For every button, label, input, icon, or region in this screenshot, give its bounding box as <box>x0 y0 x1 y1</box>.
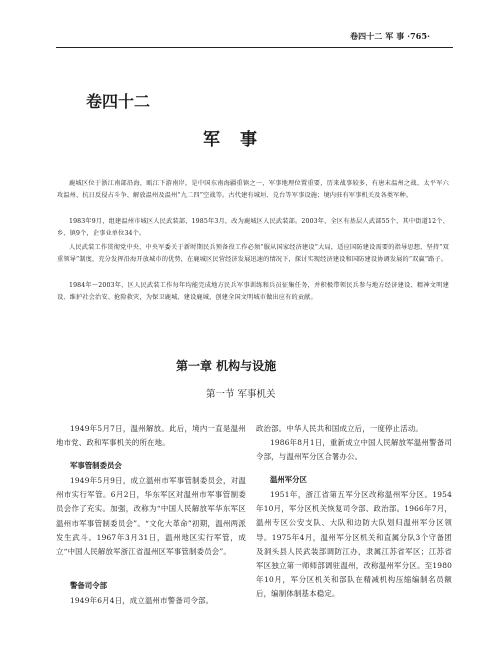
subhead-military-control-committee: 军事管制委员会 <box>70 461 122 470</box>
header-rule <box>56 47 453 48</box>
subhead-military-subdistrict: 温州军分区 <box>270 475 307 484</box>
intro-paragraph-1: 鹿城区位于浙江南部沿海，瓯江下游南岸，是中国东南海疆重镇之一，军事地理位置重要，历来战事较多，有唐末温州之战、太平军六攻温州、抗日反侵占斗争、解放温州及温州“九二四”空战等。古代建有城垣、兑台等军事设施；境内驻有军事机关及各类军种。 <box>57 180 449 199</box>
main-title: 军事 <box>203 130 277 150</box>
right-paragraph-political-dept: 政治部。中华人民共和国成立后，一度停止活动。 <box>256 424 423 433</box>
section-title: 第一节 军事机关 <box>206 389 276 400</box>
intro-paragraph-2: 1983年9月，组建温州市城区人民武装部，1985年3月，改为鹿城区人民武装部。2003年，全区有基层人武部55个，其中街道12个、乡、镇9个，企事业单位34个。 <box>57 218 449 237</box>
left-paragraph-military-control: 1949年5月9日，成立温州市军事管制委员会，对温州市实行军管。6月2日，华东军区对温州市军事管制委员会作了充实。加强，改称为“中国人民解放军华东军区温州市军事管制委员会”。“文化大革命”初期，温州两派发生武斗。1967年3月31日，温州地区实行军管，成立“中国人民解放军浙江省温州区军事管制委员会”。 <box>56 476 246 557</box>
subhead-garrison-command: 警备司令部 <box>70 581 107 590</box>
intro-paragraph-3: 人民武装工作贯彻党中央、中央军委关于新时期民兵预备役工作必须“服从国家经济建设”大局，适应国防建设需要的指导思想，坚持“双重领导”制度，充分发挥沿海开放城市的优势，在鹿城区民营经济发展迅速的情况下，探讨实现经济建设和国防建设协调发展的“双赢”路子。 <box>57 244 449 263</box>
intro-paragraph-4: 1984年～2003年，区人民武装工作每年均能完成地方民兵军事训练和兵员征集任务，并积极带领民兵参与地方经济建设、精神文明建设、维护社会治安、抢险救灾，为保卫鹿城、建设鹿城，创建全国文明城市做出应有的贡献。 <box>57 282 449 301</box>
right-paragraph-garrison-reestablished: 1986年8月1日，重新成立中国人民解放军温州警备司令部，与温州军分区合署办公。 <box>256 438 452 462</box>
running-header: 卷四十二 军 事 ·765· <box>350 31 431 41</box>
left-paragraph-garrison: 1949年6月4日，成立温州市警备司令部。 <box>70 596 214 605</box>
chapter-title: 第一章 机构与设施 <box>176 359 277 373</box>
left-paragraph-liberation: 1949年5月7日，温州解放。此后，境内一直是温州地市党、政和军事机关的所在地。 <box>56 424 246 448</box>
right-paragraph-military-subdistrict: 1951年，浙江省第五军分区改称温州军分区。1954年10月，军分区机关恢复司令部、政治部。1966年7月，温州专区公安支队、大队和边防大队划归温州军分区领导。1975年4月，温州军分区机关和直属分队3个守备团及洞头县人民武装部调防江办，隶属江苏省军区；江苏省军区独立第一师师部调驻温州，改称温州军分区。至1980年10月，军分区机关和部队在精减机构压缩编制名员额后，编制体制基本稳定。 <box>256 490 452 599</box>
volume-title: 卷四十二 <box>86 92 151 111</box>
